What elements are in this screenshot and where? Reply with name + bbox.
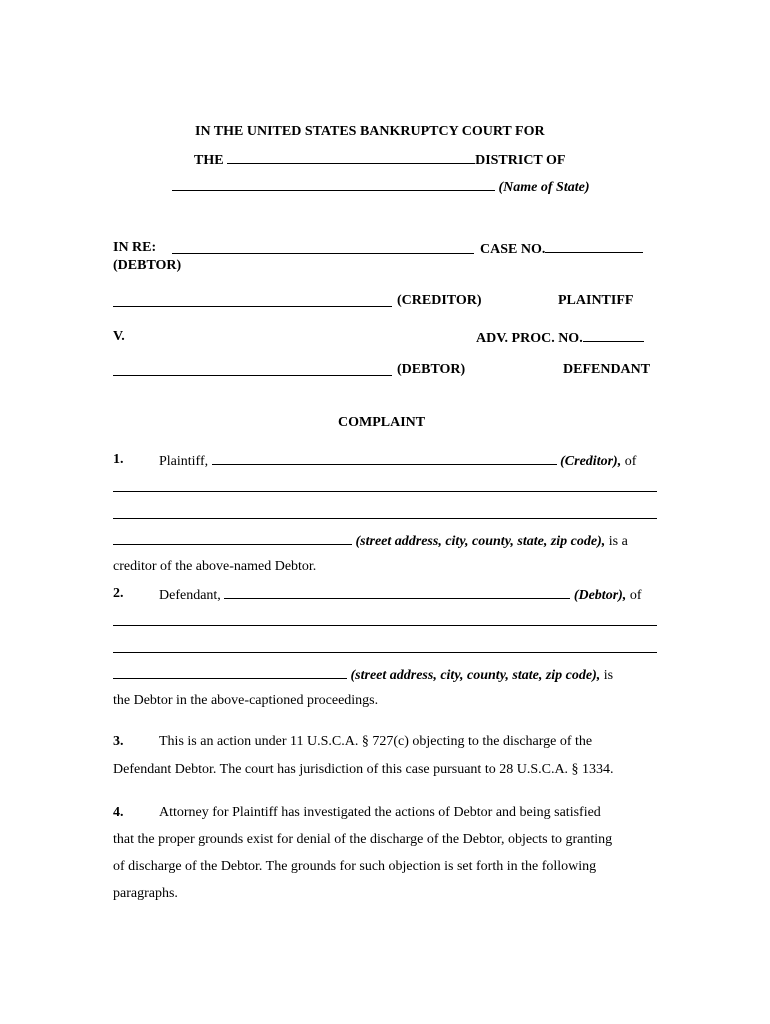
plaintiff-address-line-1[interactable]: [113, 491, 657, 492]
adv-proc: [476, 328, 644, 348]
adv-proc-blank[interactable]: [583, 328, 644, 342]
defendant-address-line-1[interactable]: [113, 625, 657, 626]
para1-lead: Plaintiff,: [159, 454, 209, 469]
para1-line1: [159, 451, 636, 471]
para3-number: 3.: [113, 734, 124, 749]
plaintiff-address-blank[interactable]: [113, 531, 352, 545]
district-blank[interactable]: [227, 150, 475, 164]
document-title: COMPLAINT: [338, 415, 426, 430]
debtor-caption-blank[interactable]: [113, 362, 392, 376]
para3-line1: This is an action under 11 U.S.C.A. § 727(c) objecting to the discharge of the: [159, 734, 593, 749]
para2-address-line: [113, 665, 613, 685]
district-suffix: DISTRICT OF: [475, 153, 566, 168]
creditor-blank[interactable]: [113, 293, 392, 307]
defendant-name-blank[interactable]: [224, 585, 570, 599]
para2-of: of: [629, 588, 642, 603]
para2-line2: the Debtor in the above-captioned proceedings.: [113, 693, 379, 708]
para1-line2: creditor of the above-named Debtor.: [113, 559, 317, 574]
para4-line4: paragraphs.: [113, 886, 178, 901]
defendant-address-line-2[interactable]: [113, 652, 657, 653]
case-no-blank[interactable]: [545, 239, 643, 253]
state-label: (Name of State): [498, 180, 590, 195]
case-no: [480, 239, 643, 259]
case-no-label: CASE NO.: [480, 242, 546, 257]
district-line: [194, 150, 565, 170]
debtor-caption-label: (DEBTOR): [397, 362, 466, 377]
debtor-sub-label: (DEBTOR): [113, 258, 182, 273]
para1-number: 1.: [113, 452, 124, 467]
para2-number: 2.: [113, 586, 124, 601]
para4-line3: of discharge of the Debtor. The grounds for such objection is set forth in the following: [113, 859, 597, 874]
court-heading: IN THE UNITED STATES BANKRUPTCY COURT FOR: [195, 124, 545, 139]
para1-tail: is a: [608, 534, 628, 549]
para1-address-label: (street address, city, county, state, zip code),: [355, 534, 606, 549]
para2-tail: is: [603, 668, 614, 683]
para1-role: (Creditor),: [560, 454, 622, 469]
defendant-label: DEFENDANT: [563, 362, 651, 377]
creditor-label: (CREDITOR): [397, 293, 482, 308]
para4-line1: Attorney for Plaintiff has investigated the actions of Debtor and being satisfied: [159, 805, 601, 820]
defendant-address-blank[interactable]: [113, 665, 347, 679]
para2-address-label: (street address, city, county, state, zip code),: [350, 668, 601, 683]
plaintiff-name-blank[interactable]: [212, 451, 557, 465]
para2-role: (Debtor),: [573, 588, 627, 603]
versus-label: V.: [113, 329, 125, 344]
state-line: [172, 177, 589, 197]
para2-line1: [159, 585, 641, 605]
adv-proc-label: ADV. PROC. NO.: [476, 331, 583, 346]
para4-line2: that the proper grounds exist for denial of the discharge of the Debtor, objects to granting: [113, 832, 613, 847]
in-re-label: IN RE:: [113, 240, 157, 255]
plaintiff-label: PLAINTIFF: [558, 293, 634, 308]
para2-lead: Defendant,: [159, 588, 221, 603]
district-prefix: THE: [194, 153, 224, 168]
state-blank[interactable]: [172, 177, 495, 191]
para3-line2: Defendant Debtor. The court has jurisdiction of this case pursuant to 28 U.S.C.A. § 1334.: [113, 762, 614, 777]
para4-number: 4.: [113, 805, 124, 820]
plaintiff-address-line-2[interactable]: [113, 518, 657, 519]
para1-address-line: [113, 531, 628, 551]
para1-of: of: [624, 454, 637, 469]
in-re-blank[interactable]: [172, 240, 474, 254]
